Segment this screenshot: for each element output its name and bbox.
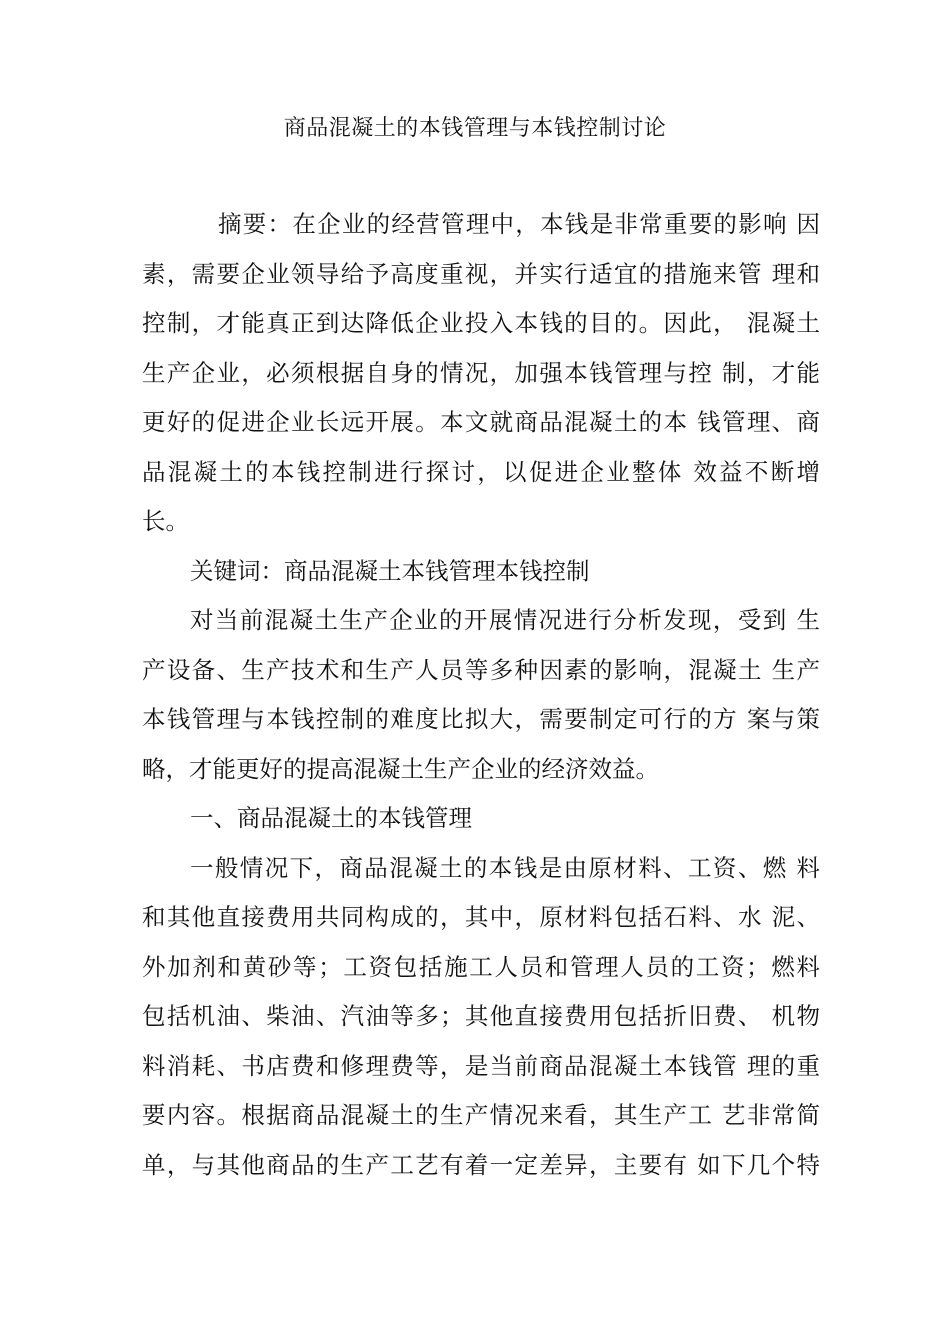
paragraph-line: 一般情况下，商品混凝土的本钱是由原材料、工资、燃 料 bbox=[190, 853, 820, 882]
keywords-line: 关键词：商品混凝土本钱管理本钱控制 bbox=[190, 556, 590, 585]
paragraph-line: 外加剂和黄砂等；工资包括施工人员和管理人员的工资；燃料 bbox=[142, 952, 820, 981]
document-body bbox=[142, 200, 820, 1190]
paragraph-line: 和其他直接费用共同构成的，其中，原材料包括石料、水 泥、 bbox=[142, 903, 820, 931]
document-title: 商品混凝土的本钱管理与本钱控制讨论 bbox=[283, 116, 667, 141]
abstract-line: 品混凝土的本钱控制进行探讨，以促进企业整体 效益不断增 bbox=[142, 457, 820, 486]
paragraph-line: 本钱管理与本钱控制的难度比拟大，需要制定可行的方 案与策 bbox=[142, 705, 820, 733]
abstract-line: 素，需要企业领导给予高度重视，并实行适宜的措施来管 理和 bbox=[142, 259, 820, 288]
paragraph-line: 包括机油、柴油、汽油等多；其他直接费用包括折旧费、 机物 bbox=[142, 1002, 820, 1030]
paragraph-line: 要内容。根据商品混凝土的生产情况来看，其生产工 艺非常简 bbox=[142, 1101, 820, 1129]
paragraph-line: 对当前混凝土生产企业的开展情况进行分析发现，受到 生 bbox=[190, 606, 820, 634]
paragraph-line: 单，与其他商品的生产工艺有着一定差异，主要有 如下几个特 bbox=[142, 1150, 820, 1179]
paragraph-line: 料消耗、书店费和修理费等，是当前商品混凝土本钱管 理的重 bbox=[142, 1051, 820, 1080]
paragraph-line: 略，才能更好的提高混凝土生产企业的经济效益。 bbox=[142, 754, 659, 783]
abstract-line: 生产企业，必须根据自身的情况，加强本钱管理与控 制，才能 bbox=[142, 358, 820, 387]
abstract-line: 摘要：在企业的经营管理中，本钱是非常重要的影响 因 bbox=[218, 210, 820, 238]
abstract-line: 更好的促进企业长远开展。本文就商品混凝土的本 钱管理、商 bbox=[142, 408, 820, 436]
section-heading: 一、商品混凝土的本钱管理 bbox=[190, 804, 472, 832]
abstract-line: 长。 bbox=[142, 507, 189, 535]
paragraph-line: 产设备、生产技术和生产人员等多种因素的影响，混凝土 生产 bbox=[142, 655, 820, 684]
abstract-line: 控制，才能真正到达降低企业投入本钱的目的。因此， 混凝土 bbox=[142, 309, 820, 337]
